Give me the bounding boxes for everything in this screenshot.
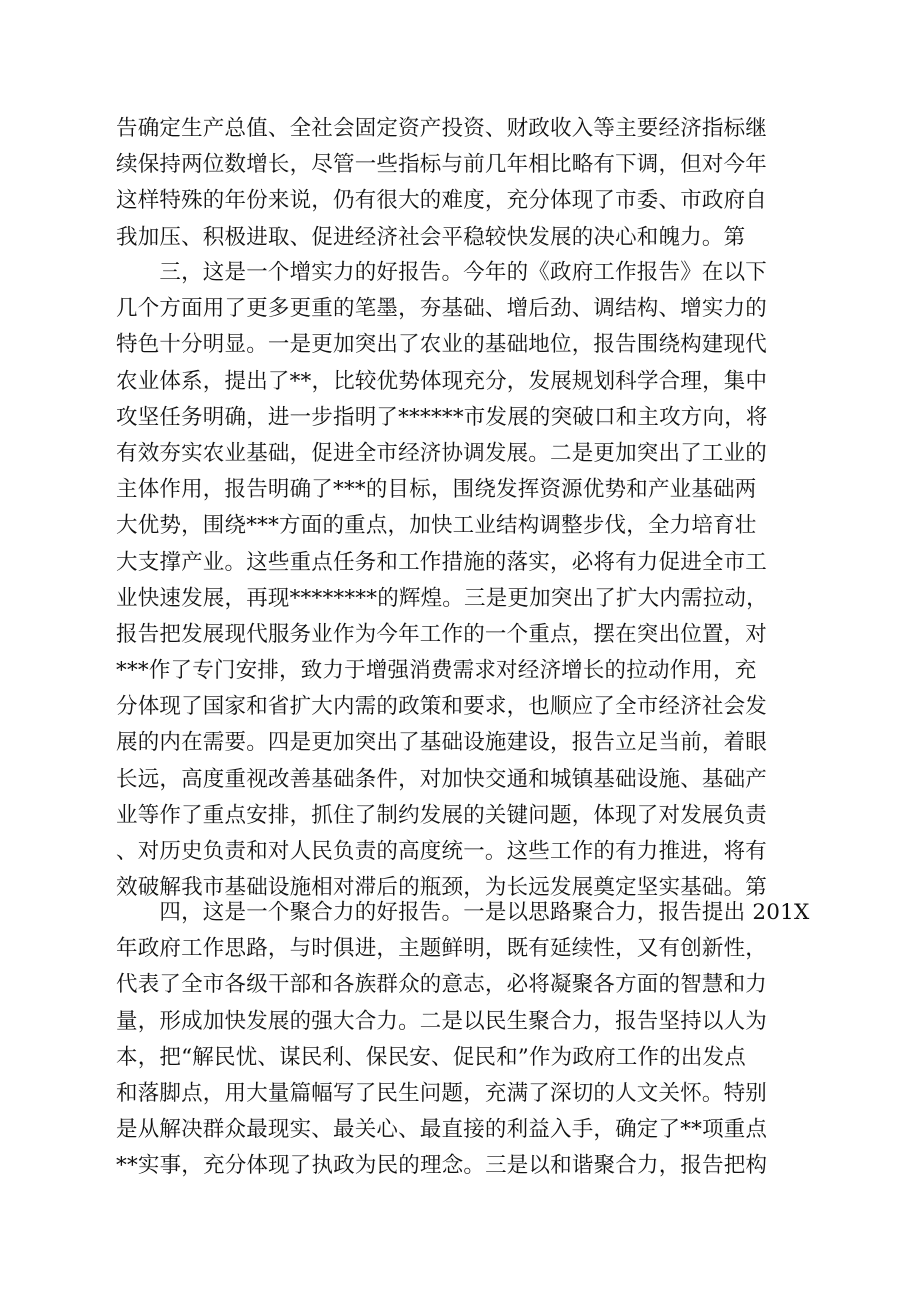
text-line: 、对历史负责和对人民负责的高度统一。这些工作的有力推进，将有 xyxy=(116,839,768,864)
text-line: 长远，高度重视改善基础条件，对加快交通和城镇基础设施、基础产 xyxy=(116,766,768,792)
text-line: 有效夯实农业基础，促进全市经济协调发展。二是更加突出了工业的 xyxy=(116,440,768,466)
text-line: 量，形成加快发展的强大合力。二是以民生聚合力，报告坚持以人为 xyxy=(116,1008,768,1034)
text-line: 和落脚点，用大量篇幅写了民生问题，充满了深切的人文关怀。特别 xyxy=(116,1080,768,1106)
text-line: 大支撑产业。这些重点任务和工作措施的落实，必将有力促进全市工 xyxy=(116,549,768,575)
text-line: 三，这是一个增实力的好报告。今年的《政府工作报告》在以下 xyxy=(116,260,768,285)
paragraph-third-point xyxy=(116,255,806,906)
text-line: 这样特殊的年份来说，仍有很大的难度，充分体现了市委、市政府自 xyxy=(116,188,768,214)
text-line: ***作了专门安排，致力于增强消费需求对经济增长的拉动作用，充 xyxy=(116,658,757,684)
text-line: 是从解决群众最现实、最关心、最直接的利益入手，确定了**项重点 xyxy=(116,1117,768,1143)
text-line: 年政府工作思路，与时俱进，主题鲜明，既有延续性，又有创新性， xyxy=(116,936,768,962)
text-line: **实事，充分体现了执政为民的理念。三是以和谐聚合力，报告把构 xyxy=(116,1153,768,1179)
text-line: 攻坚任务明确，进一步指明了******市发展的突破口和主攻方向，将 xyxy=(116,404,768,430)
text-line: 业等作了重点安排，抓住了制约发展的关键问题，体现了对发展负责 xyxy=(116,802,768,828)
text-line: 分体现了国家和省扩大内需的政策和要求，也顺应了全市经济社会发 xyxy=(116,694,768,720)
text-line: 报告把发展现代服务业作为今年工作的一个重点，摆在突出位置，对 xyxy=(116,621,768,647)
text-line: 特色十分明显。一是更加突出了农业的基础地位，报告围绕构建现代 xyxy=(116,332,768,358)
text-line: 续保持两位数增长，尽管一些指标与前几年相比略有下调，但对今年 xyxy=(116,152,768,178)
text-line: 农业体系，提出了**，比较优势体现充分，发展规划科学合理，集中 xyxy=(116,368,768,394)
text-line: 效破解我市基础设施相对滞后的瓶颈，为长远发展奠定坚实基础。第 xyxy=(116,875,768,901)
paragraph-economic-targets xyxy=(116,111,806,256)
text-line: 主体作用，报告明确了***的目标，围绕发挥资源优势和产业基础两 xyxy=(116,477,757,503)
text-line: 几个方面用了更多更重的笔墨，夯基础、增后劲、调结构、增实力的 xyxy=(116,296,768,322)
text-line: 大优势，围绕***方面的重点，加快工业结构调整步伐，全力培育壮 xyxy=(116,513,757,539)
text-line: 代表了全市各级干部和各族群众的意志，必将凝聚各方面的智慧和力 xyxy=(116,972,768,998)
text-line: 告确定生产总值、全社会固定资产投资、财政收入等主要经济指标继 xyxy=(116,116,768,141)
text-line: 业快速发展，再现********的辉煌。三是更加突出了扩大内需拉动， xyxy=(116,585,768,611)
text-line: 展的内在需要。四是更加突出了基础设施建设，报告立足当前，着眼 xyxy=(116,730,768,756)
text-line: 本，把“解民忧、谋民利、保民安、促民和”作为政府工作的出发点 xyxy=(116,1044,746,1070)
text-line: 我加压、积极进取、促进经济社会平稳较快发展的决心和魄力。第 xyxy=(116,224,746,250)
paragraph-fourth-point xyxy=(116,895,810,1185)
text-line: 四，这是一个聚合力的好报告。一是以思路聚合力，报告提出 201X xyxy=(116,900,810,925)
